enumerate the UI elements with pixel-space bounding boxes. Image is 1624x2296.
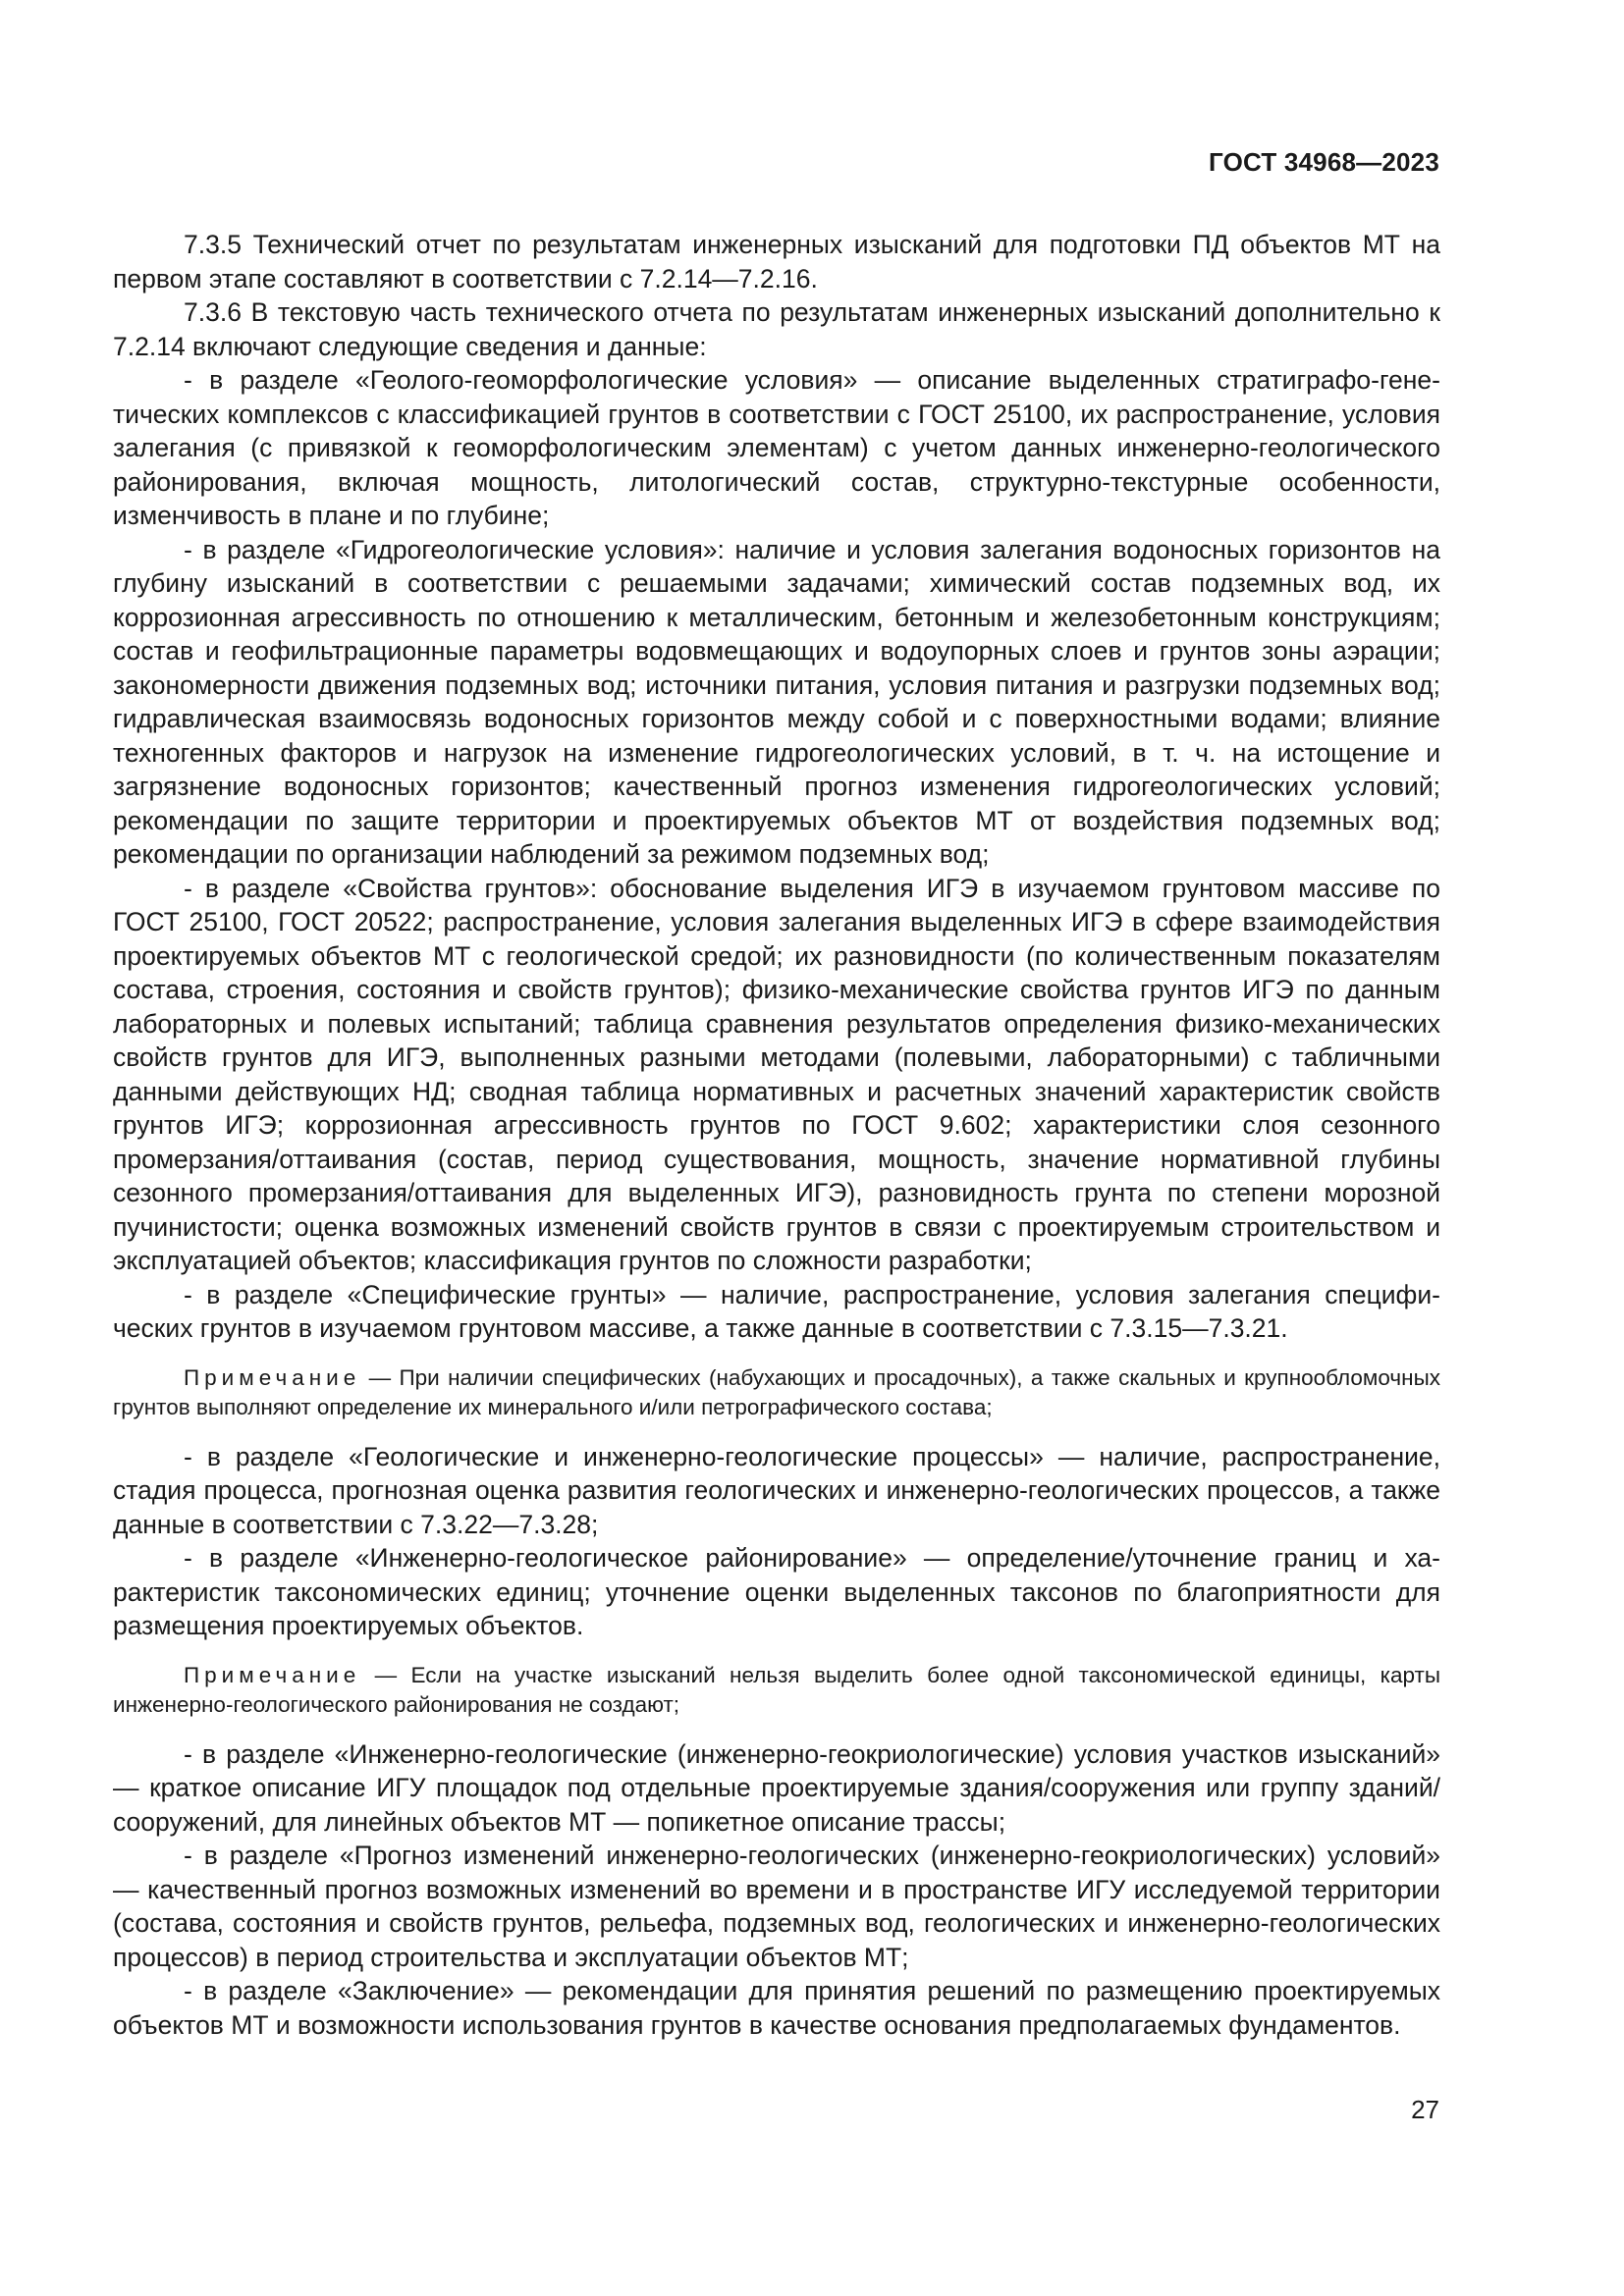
note-text: — Если на участке изысканий нельзя выделить более одной таксономической единицы, карты инженерно-геологического районирования не создают; — [113, 1662, 1440, 1717]
list-item-conclusion: - в разделе «Заключение» — рекомендации для принятия решений по размещению проектируемых объектов МТ и возможности использования грунтов в качестве основания предполагаемых фундаментов. — [113, 1976, 1440, 2040]
note-text: — При наличии специфических (набухающих и просадочных), а также скальных и крупнообломочных грунтов выполняют определение их минерального и/или петрографического состава; — [113, 1364, 1440, 1419]
note-zoning — [113, 1661, 1440, 1720]
paragraph-7-3-6: 7.3.6 В текстовую часть технического отчета по результатам инженерных изысканий дополнительно к 7.2.14 включают следующие сведения и данные: — [113, 297, 1440, 361]
document-body — [113, 228, 1440, 2042]
paragraph-7-3-5: 7.3.5 Технический отчет по результатам инженерных изысканий для подготовки ПД объектов МТ на первом этапе составляют в соответствии с 7.2.14—7.2.16. — [113, 230, 1440, 294]
page-number: 27 — [1411, 2095, 1439, 2124]
list-item-site-conditions: - в разделе «Инженерно-геологические (инженерно-геокриологические) условия участков изысканий» — краткое описание ИГУ площадок под отдельные проектируемые здания/сооружения или группу зданий/сооружений, для линейных объектов МТ — попикетное описание трассы; — [113, 1738, 1440, 1837]
list-item-zoning: - в разделе «Инженерно-геологическое районирование» — определение/уточнение границ и характеристик таксономических единиц; уточнение оценки выделенных таксонов по благоприятности для размещения проектируемых объектов. — [113, 1543, 1440, 1640]
list-item-specific-soils: - в разделе «Специфические грунты» — наличие, распространение, условия залегания специфических грунтов в изучаемом грунтовом массиве, а также данные в соответствии с 7.3.15—7.3.21. — [113, 1279, 1440, 1343]
document-code-header: ГОСТ 34968—2023 — [1209, 147, 1439, 177]
list-item-geomorphology: - в разделе «Геолого-геоморфологические условия» — описание выделенных стратиграфо-генетических комплексов с классификацией грунтов в соответствии с ГОСТ 25100, их распространение, условия залегания (с привязкой к геоморфологическим элементам) с учетом данных инженерно-геологического районирования, включая мощность, литологический состав, структурно-текстурные особенности, изменчивость в плане и по глубине; — [113, 365, 1440, 530]
note-specific-soils — [113, 1363, 1440, 1422]
list-item-hydrogeology: - в разделе «Гидрогеологические условия»: наличие и условия залегания водоносных горизонтов на глубину изысканий в соответствии с решаемыми задачами; химический состав подземных вод, их коррозионная агрессивность по отношению к металлическим, бетонным и железобетонным конструкциям; состав и геофильтрационные параметры водовмещающих и водоупорных слоев и грунтов зоны аэрации; закономерности движения подземных вод; источники питания, условия питания и разгрузки подземных вод; гидравлическая взаимосвязь водоносных горизонтов между собой и с поверхностными водами; влияние техногенных факторов и нагрузок на изменение гидрогеологических условий, в т. ч. на истощение и загрязнение водоносных горизонтов; качественный прогноз изменения гидрогеологических условий; рекомендации по защите территории и проектируемых объектов МТ от воздействия подземных вод; рекомендации по организации наблюдений за режимом подземных вод; — [113, 534, 1440, 869]
list-item-forecast: - в разделе «Прогноз изменений инженерно-геологических (инженерно-геокриологических) условий» — качественный прогноз возможных изменений во времени и в пространстве ИГУ исследуемой территории (состава, состояния и свойств грунтов, рельефа, подземных вод, геологических и инженерно-геологических процессов) в период строительства и эксплуатации объектов МТ; — [113, 1841, 1440, 1972]
note-label: Примечание — [184, 1662, 361, 1687]
note-label: Примечание — [184, 1364, 361, 1390]
list-item-geological-processes: - в разделе «Геологические и инженерно-геологические процессы» — наличие, распространение, стадия процесса, прогнозная оценка развития геологических и инженерно-геологических процессов, а также данные в соответствии с 7.3.22—7.3.28; — [113, 1441, 1440, 1539]
list-item-soil-properties: - в разделе «Свойства грунтов»: обоснование выделения ИГЭ в изучаемом грунтовом массиве по ГОСТ 25100, ГОСТ 20522; распространение, условия залегания выделенных ИГЭ в сфере взаимодействия проектируемых объектов МТ с геологической средой; их разновидности (по количественным показателям состава, строения, состояния и свойств грунтов); физико-механические свойства грунтов ИГЭ по данным лабораторных и полевых испытаний; таблица сравнения результатов определения физико-механических свойств грунтов для ИГЭ, выполненных разными методами (полевыми, лабораторными) с табличными данными действующих НД; сводная таблица нормативных и расчетных значений характеристик свойств грунтов ИГЭ; коррозионная агрессивность грунтов по ГОСТ 9.602; характеристики слоя сезонного промерзания/оттаивания (состав, период существования, мощность, значение нормативной глубины сезонного промерзания/оттаивания для выделенных ИГЭ), разновидность грунта по степени морозной пучинистости; оценка возможных изменений свойств грунтов в связи с проектируемым строительством и эксплуатацией объектов; классификация грунтов по сложности разработки; — [113, 873, 1440, 1275]
